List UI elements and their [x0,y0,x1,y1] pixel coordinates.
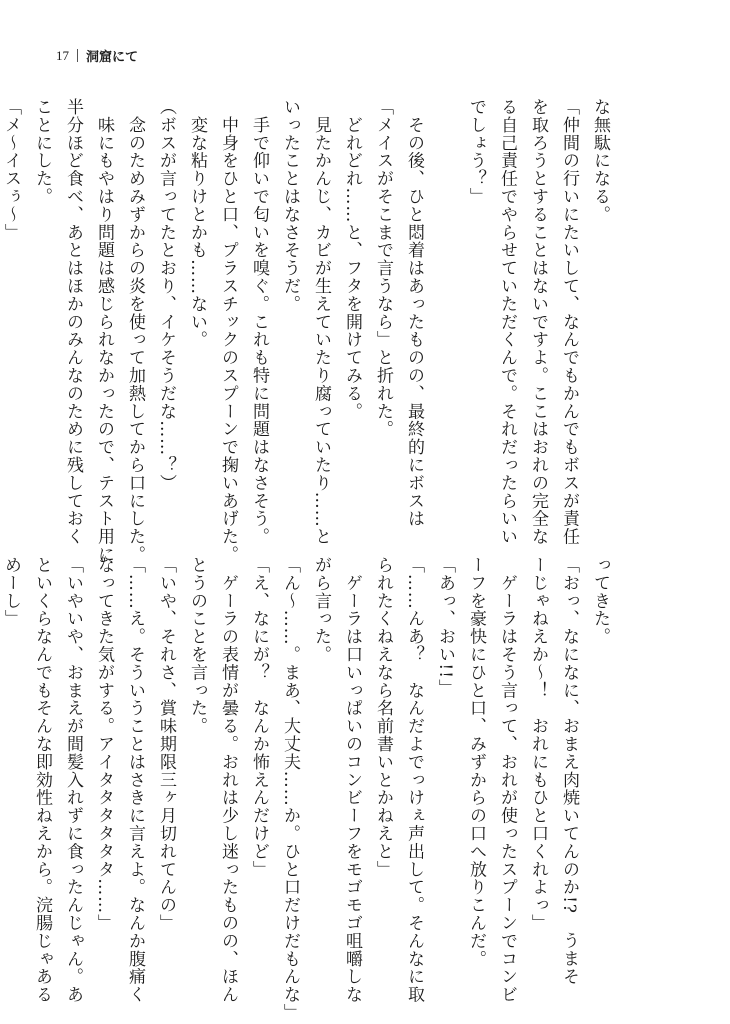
text-line: な無駄になる。 [590,98,610,224]
text-line: がら言った。 [311,556,331,664]
text-line: られたくねえなら名前書いとかねえと」 [373,556,393,879]
text-line: ことにした。 [32,98,52,206]
text-line: 「仲間の行いにたいして、なんでもかんでもボスが責任 [559,98,579,546]
text-line: 「メイスがそこまで言うなら」と折れた。 [373,98,393,439]
text-line: 味にもやはり問題は感じられなかったので、テスト用に [94,98,114,564]
text-line: 見たかんじ、カビが生えていたり腐っていたり……と [311,98,331,546]
text-line: 「……え。そういうことはさきに言えよ。なんか腹痛く [125,556,145,1004]
text-line: でしょう？」 [466,98,486,206]
upper-text-block [1,98,615,564]
text-line: ってきた。 [590,556,610,646]
text-line: ーじゃねえか〜！ おれにもひと口くれよっ」 [528,556,548,932]
text-line: とうのことを言った。 [187,556,207,735]
text-line: （ボスが言ってたとおり、イケそうだな……？） [156,98,176,492]
text-line: どれどれ……と、フタを開けてみる。 [342,98,362,421]
text-line: 「え、なにが？ なんか怖えんだけど」 [249,556,269,879]
text-line: を取ろうとすることはないですよ。ここはおれの完全な [528,98,548,546]
text-line: 「いや、それさ、賞味期限三ヶ月切れてんの」 [156,556,176,932]
text-line: ーフを豪快にひと口、みずからの口へ放りこんだ。 [466,556,486,968]
text-line: 変な粘りけとかも……ない。 [187,98,207,349]
text-line: なってきた気がする。アイタタタタタタ……」 [94,556,114,932]
text-line: 「ん〜……。まあ、大丈夫……か。ひと口だけだもんな」 [280,556,300,1022]
running-header [56,46,138,65]
text-line: ゲーラの表情が曇る。おれは少し迷ったものの、ほん [218,556,238,1004]
page-number: 17 [56,47,69,63]
text-line: ゲーラはそう言って、おれが使ったスプーンでコンビ [497,556,517,1004]
text-line: 「おっ、なになに、おまえ肉焼いてんのか!? うまそ [559,556,579,986]
text-line: 「いやいや、おまえが間髪入れずに食ったんじゃん。あ [63,556,83,1004]
text-line: といくらなんでもそんな即効性ねえから。浣腸じゃある [32,556,52,1004]
lower-text-block [1,556,615,1022]
text-line: 半分ほど食べ、あとはほかのみんなのために残しておく [63,98,83,546]
chapter-title: 洞窟にて [86,50,139,65]
text-line: ゲーラは口いっぱいのコンビーフをモゴモゴ咀嚼しな [342,556,362,1004]
text-line: めーし」 [1,556,21,628]
text-line: その後、ひと悶着はあったものの、最終的にボスは [404,98,424,528]
text-line: る自己責任でやらせていただくんで。それだったらいい [497,98,517,546]
text-line: 「あっ、おい!!」 [435,556,455,697]
header-divider [77,49,78,62]
text-line: 中身をひと口、プラスチックのスプーンで掬いあげた。 [218,98,238,564]
text-line: 「メ〜イスぅ〜」 [1,98,21,242]
text-line: いったことはなさそうだ。 [280,98,300,313]
text-line: 手で仰いで匂いを嗅ぐ。これも特に問題はなさそう。 [249,98,269,546]
text-line: 念のためみずからの炎を使って加熱してから口にした。 [125,98,145,564]
text-line: 「……んあ？ なんだよでっけぇ声出して。そんなに取 [404,556,424,1004]
